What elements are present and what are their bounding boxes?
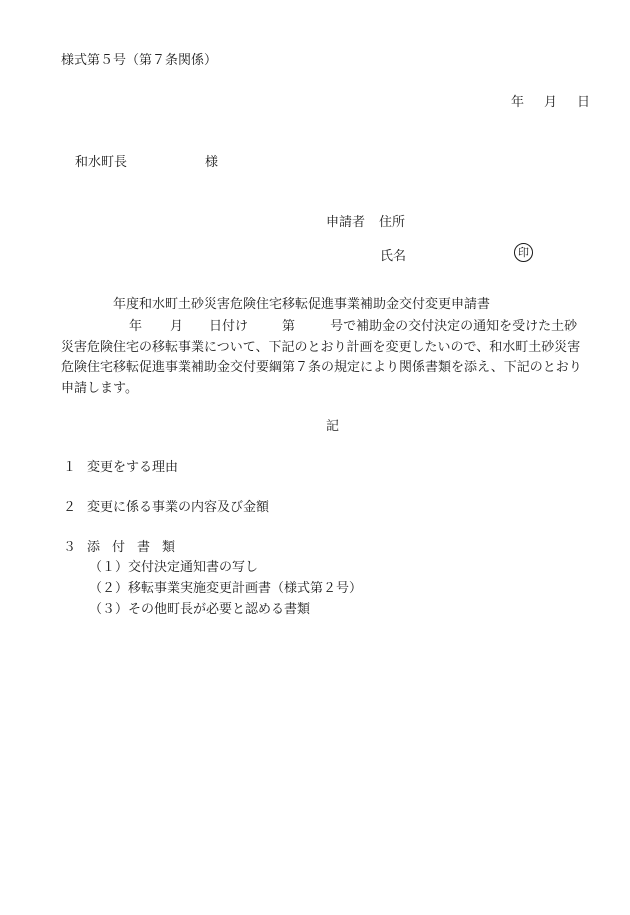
date-day: 日: [577, 95, 591, 110]
date-year: 年: [511, 95, 525, 110]
applicant-address-row: [326, 216, 405, 229]
addressee: [75, 156, 218, 169]
body-year: 年: [129, 319, 143, 334]
date-line: [511, 96, 590, 109]
body-line-3: 危険住宅移転促進事業補助金交付要綱第７条の規定により関係書類を添え、下記のとおり: [61, 360, 582, 375]
item-number: ２: [63, 500, 77, 515]
form-number: 様式第５号（第７条関係）: [61, 53, 218, 68]
item-number: ３: [63, 540, 77, 555]
body-line-4: 申請します。: [61, 380, 138, 396]
addressee-name: 和水町長: [75, 155, 128, 170]
document-title: 年度和水町土砂災害危険住宅移転促進事業補助金交付変更申請書: [113, 297, 491, 312]
body-date: 日付け: [209, 319, 249, 334]
item-label: 添付書類: [87, 540, 188, 555]
body-line-1-rest: 号で補助金の交付決定の通知を受けた土砂: [330, 319, 578, 334]
attachment-item: （２）移転事業実施変更計画書（様式第２号）: [89, 581, 363, 596]
body-line-1: [61, 317, 611, 338]
item-reason: [63, 461, 178, 474]
attachment-item: （３）その他町長が必要と認める書類: [89, 602, 311, 617]
item-content-amount: [63, 501, 269, 514]
addressee-honorific: 様: [205, 155, 219, 170]
body-number-prefix: 第: [282, 319, 296, 334]
date-month: 月: [544, 95, 558, 110]
attachment-item: （１）交付決定通知書の写し: [89, 560, 259, 575]
item-attachments: [63, 541, 187, 554]
name-label: 氏名: [380, 249, 407, 264]
body-paragraph: [61, 317, 611, 399]
ki-heading: 記: [326, 419, 340, 434]
address-label: 住所: [379, 215, 406, 230]
applicant-label: 申請者: [326, 215, 366, 230]
seal-mark: 印: [514, 243, 533, 262]
item-label: 変更をする理由: [87, 460, 179, 475]
body-line-2: 災害危険住宅の移転事業について、下記のとおり計画を変更したいので、和水町土砂災害: [61, 339, 581, 355]
item-label: 変更に係る事業の内容及び金額: [87, 500, 270, 515]
body-month: 月: [170, 319, 184, 334]
item-number: １: [63, 460, 77, 475]
